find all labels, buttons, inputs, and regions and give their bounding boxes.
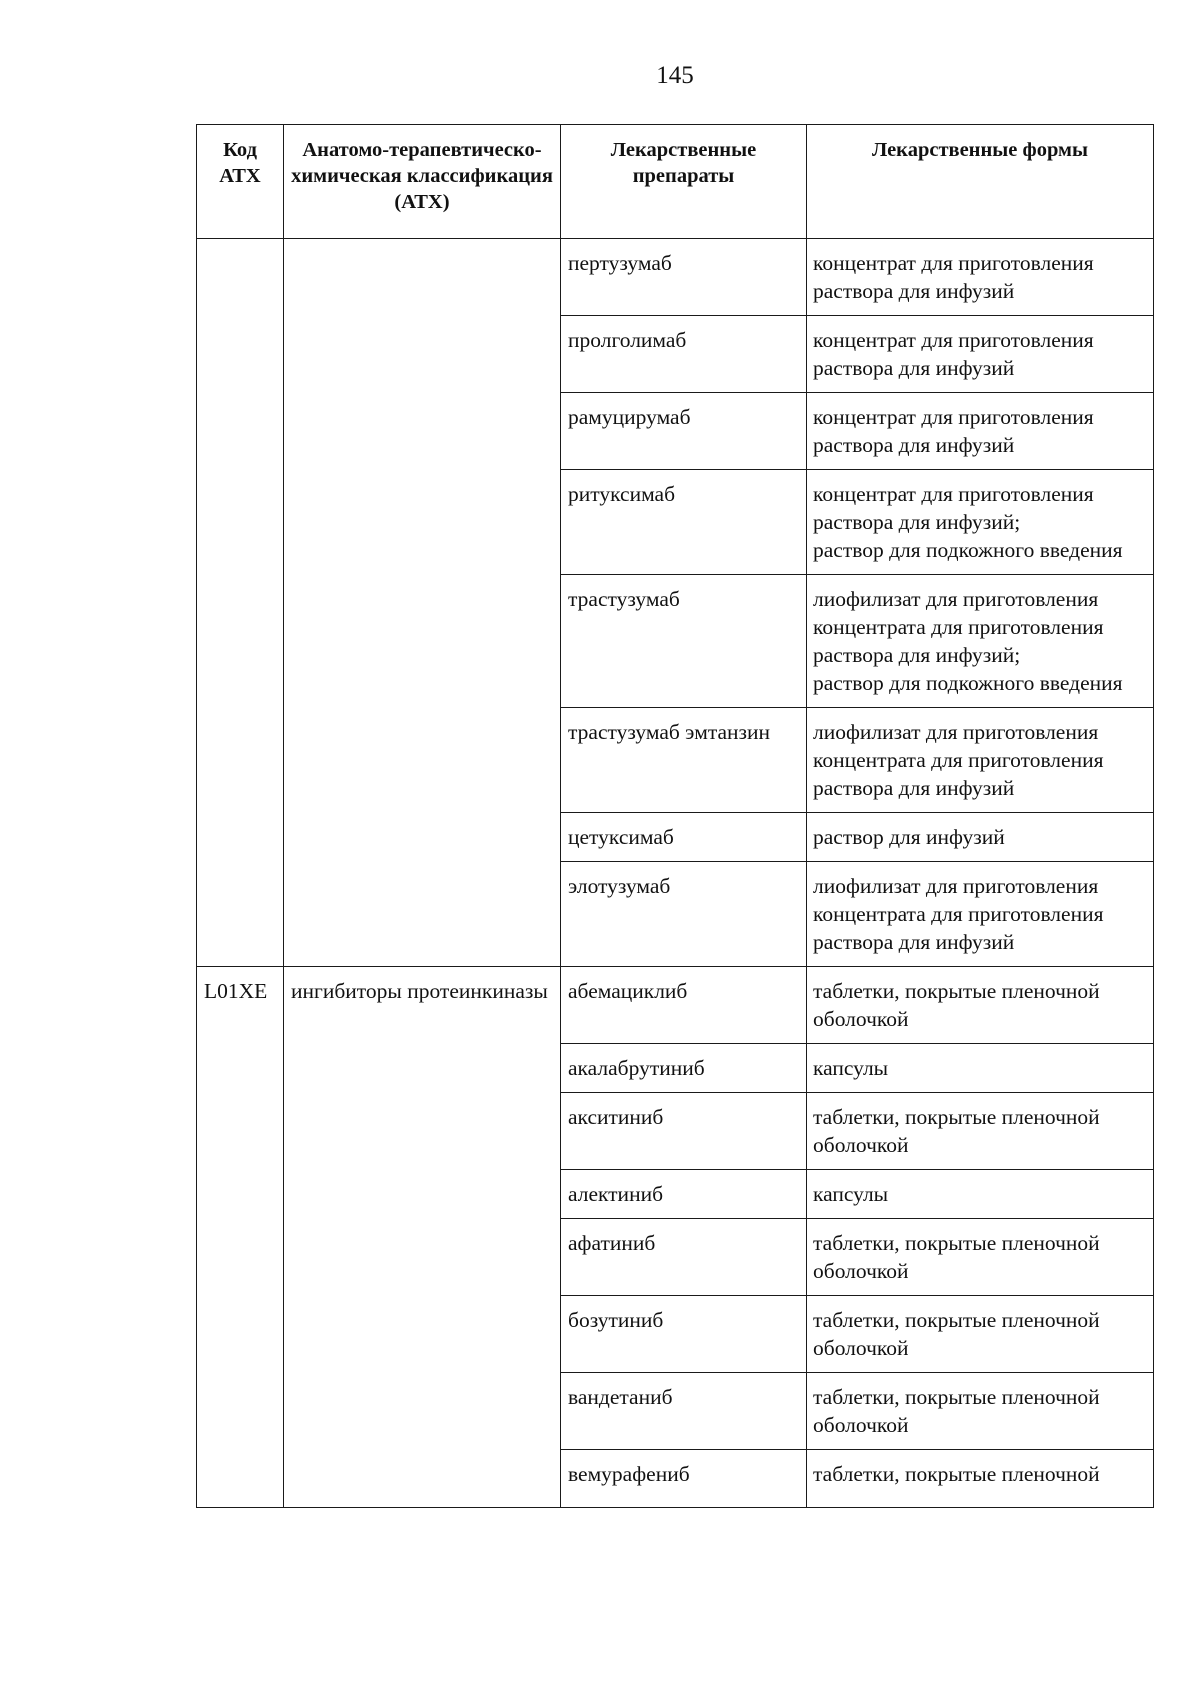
dosage-form-cell [807,1219,1154,1296]
drug-name-cell: вемурафениб [561,1450,807,1508]
table-row [197,967,1154,1044]
drug-name-cell: цетуксимаб [561,813,807,862]
dosage-form-cell [807,1170,1154,1219]
dosage-form-text: раствор для подкожного введения [813,538,1123,562]
dosage-form-text: концентрат для приготовления раствора для инфузий; [813,482,1094,534]
atx-table [196,124,1154,1508]
dosage-form-cell [807,239,1154,316]
drug-name-cell: элотузумаб [561,862,807,967]
dosage-form-text: таблетки, покрытые пленочной [813,1462,1100,1486]
dosage-form-text: концентрат для приготовления раствора для инфузий [813,251,1094,303]
dosage-form-cell [807,393,1154,470]
header-drugs: Лекарственные препараты [561,125,807,239]
dosage-form-text: лиофилизат для приготовления концентрата для приготовления раствора для инфузий; [813,587,1104,667]
table-header [197,125,1154,239]
header-forms: Лекарственные формы [807,125,1154,239]
header-row [197,125,1154,239]
table-row [197,239,1154,316]
drug-name-cell: акситиниб [561,1093,807,1170]
drug-name-cell: афатиниб [561,1219,807,1296]
atx-code-cell [197,239,284,967]
table-body [197,239,1154,1508]
dosage-form-cell [807,1093,1154,1170]
dosage-form-cell [807,1044,1154,1093]
dosage-form-text: концентрат для приготовления раствора для инфузий [813,405,1094,457]
dosage-form-text: концентрат для приготовления раствора для инфузий [813,328,1094,380]
dosage-form-cell [807,575,1154,708]
atx-code-cell: L01XE [197,967,284,1508]
drug-name-cell: пертузумаб [561,239,807,316]
drug-name-cell: бозутиниб [561,1296,807,1373]
drug-name-cell: вандетаниб [561,1373,807,1450]
dosage-form-text: таблетки, покрытые пленочной оболочкой [813,979,1100,1031]
dosage-form-cell [807,708,1154,813]
dosage-form-text: таблетки, покрытые пленочной оболочкой [813,1308,1100,1360]
atx-classification-cell [284,239,561,967]
dosage-form-text: раствор для подкожного введения [813,671,1123,695]
dosage-form-cell [807,862,1154,967]
dosage-form-text: таблетки, покрытые пленочной оболочкой [813,1105,1100,1157]
dosage-form-cell [807,470,1154,575]
header-classification: Анатомо-терапевтическо-химическая классификация (АТХ) [284,125,561,239]
dosage-form-text: лиофилизат для приготовления концентрата для приготовления раствора для инфузий [813,720,1104,800]
drug-name-cell: пролголимаб [561,316,807,393]
dosage-form-text: таблетки, покрытые пленочной оболочкой [813,1231,1100,1283]
dosage-form-cell [807,813,1154,862]
drug-name-cell: акалабрутиниб [561,1044,807,1093]
drug-name-cell: ритуксимаб [561,470,807,575]
dosage-form-cell [807,316,1154,393]
drug-name-cell: алектиниб [561,1170,807,1219]
dosage-form-cell [807,967,1154,1044]
dosage-form-cell [807,1296,1154,1373]
atx-classification-cell: ингибиторы протеинкиназы [284,967,561,1508]
header-code: Код АТХ [197,125,284,239]
dosage-form-text: капсулы [813,1056,889,1080]
drug-name-cell: трастузумаб [561,575,807,708]
dosage-form-text: раствор для инфузий [813,825,1005,849]
dosage-form-text: лиофилизат для приготовления концентрата для приготовления раствора для инфузий [813,874,1104,954]
drug-name-cell: абемациклиб [561,967,807,1044]
drug-name-cell: рамуцирумаб [561,393,807,470]
page-number: 145 [656,62,694,89]
dosage-form-cell [807,1450,1154,1508]
dosage-form-cell [807,1373,1154,1450]
drug-name-cell: трастузумаб эмтанзин [561,708,807,813]
dosage-form-text: капсулы [813,1182,889,1206]
dosage-form-text: таблетки, покрытые пленочной оболочкой [813,1385,1100,1437]
